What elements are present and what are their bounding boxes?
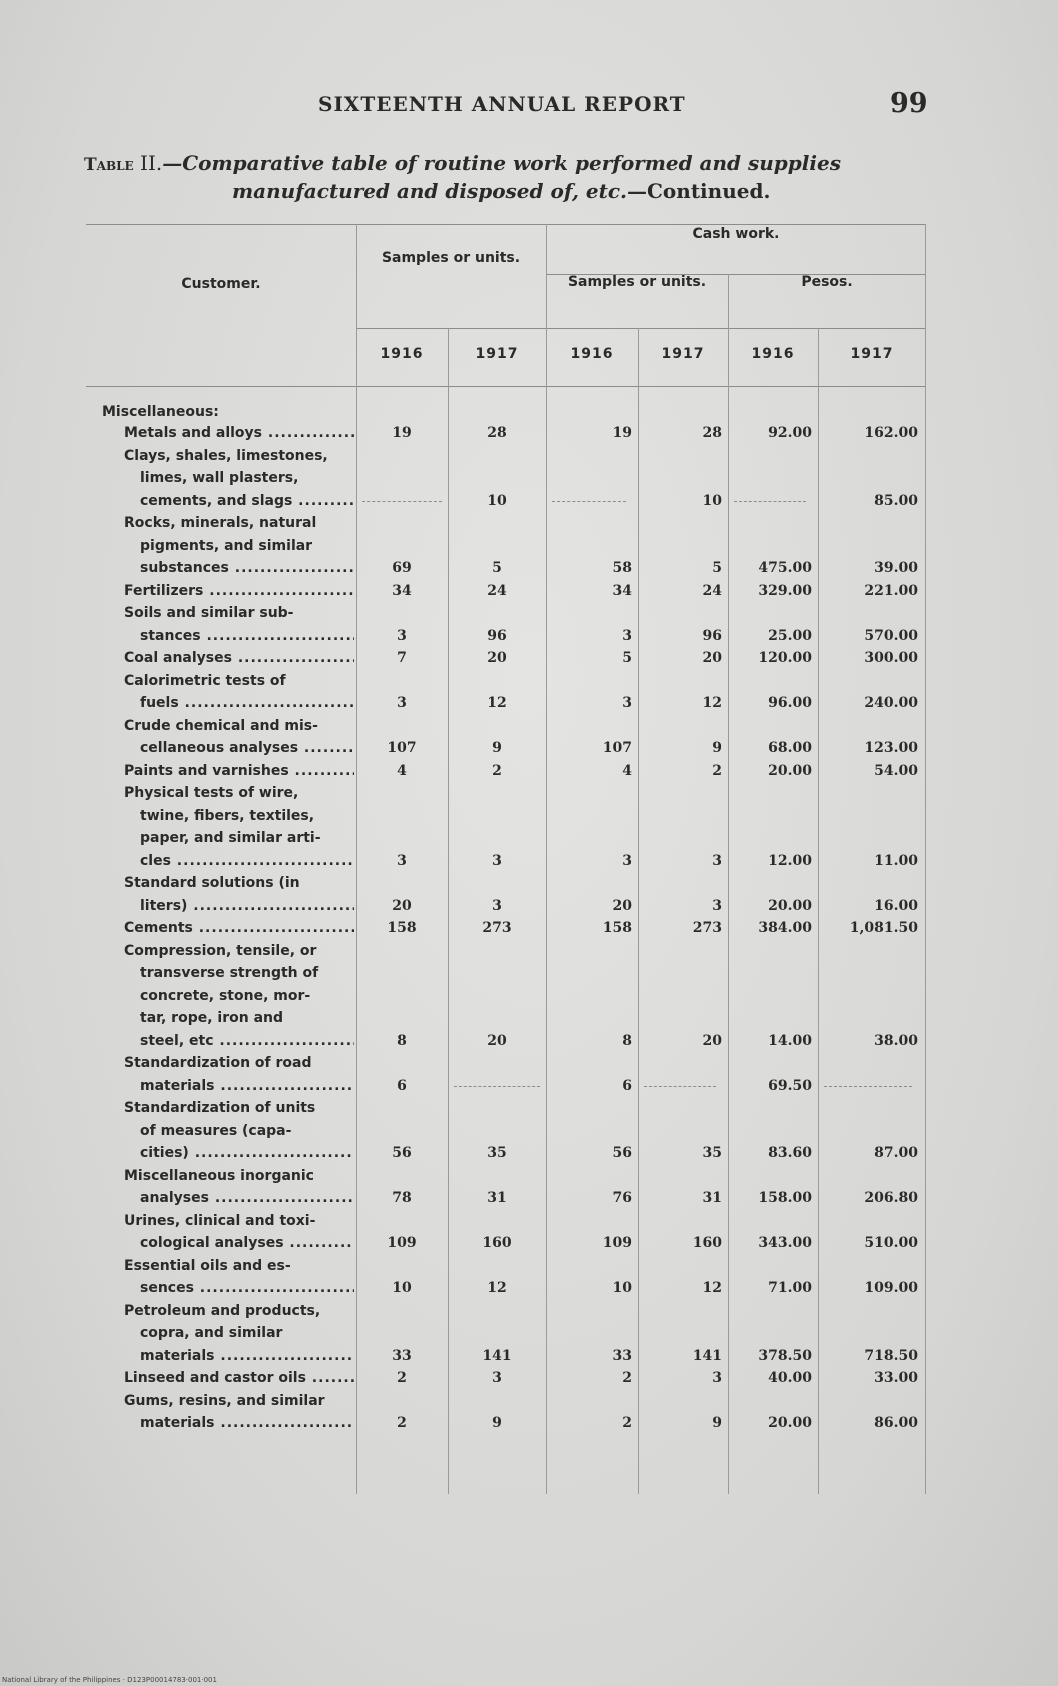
row-value: 11.00 [874, 852, 918, 869]
row-customer-line: cements, and slags ..... [124, 490, 354, 513]
row-value: 33 [392, 1347, 412, 1364]
row-value: 16.00 [874, 897, 918, 914]
year-header: 1916 [751, 346, 795, 362]
year-header: 1917 [475, 346, 519, 362]
row-value: 96 [487, 627, 507, 644]
row-value: 9 [492, 1415, 502, 1431]
empty-cell-dash [644, 1086, 716, 1087]
row-value: 34 [612, 582, 632, 599]
row-customer-line: Coal analyses ..... [124, 647, 354, 670]
row-customer [124, 782, 354, 872]
year-header: 1917 [850, 346, 894, 362]
row-customer-line: steel, etc ..... [124, 1030, 354, 1053]
row-value: 12 [702, 695, 722, 711]
table-row [86, 1165, 926, 1210]
caption-title-line1: —Comparative table of routine work performed and supplies [162, 151, 841, 175]
row-value: 378.50 [758, 1347, 812, 1364]
row-value: 54.00 [874, 762, 918, 779]
row-value: 141 [692, 1347, 722, 1364]
row-value: 162.00 [864, 425, 918, 441]
table-row [86, 715, 926, 760]
row-value: 570.00 [864, 627, 918, 644]
row-customer-line: Paints and varnishes ..... [124, 760, 354, 783]
row-customer [124, 1097, 354, 1165]
row-customer-line: Clays, shales, limestones, [124, 447, 328, 464]
row-customer-line: Urines, clinical and toxi- [124, 1212, 316, 1229]
row-customer-line: Gums, resins, and similar [124, 1392, 325, 1409]
row-value: 3 [622, 852, 632, 869]
row-value: 31 [487, 1190, 507, 1206]
row-value: 9 [492, 740, 502, 756]
row-customer [124, 647, 354, 670]
row-value: 20 [702, 650, 722, 666]
row-customer [124, 1367, 354, 1390]
row-value: 3 [712, 852, 722, 869]
table-caption [84, 150, 934, 204]
row-value: 2 [622, 1415, 632, 1431]
row-customer-line: concrete, stone, mor- [140, 987, 311, 1004]
row-value: 86.00 [874, 1415, 918, 1431]
row-customer [124, 1165, 354, 1210]
row-value: 3 [492, 897, 502, 914]
row-value: 4 [622, 762, 632, 779]
row-value: 28 [702, 425, 722, 441]
row-value: 2 [712, 762, 722, 779]
row-value: 35 [487, 1145, 507, 1161]
empty-cell-dash [552, 501, 626, 502]
page-number: 99 [890, 88, 928, 119]
row-value: 33.00 [874, 1370, 918, 1386]
table-label: Table [84, 155, 134, 175]
row-value: 20 [612, 897, 632, 914]
table-row [86, 422, 926, 445]
header-cash-samples-units: Samples or units. [567, 274, 707, 290]
row-value: 9 [712, 1415, 722, 1431]
row-value: 273 [692, 920, 722, 936]
row-value: 3 [622, 627, 632, 644]
row-value: 12 [487, 1280, 507, 1296]
row-customer [124, 445, 354, 513]
row-value: 3 [622, 695, 632, 711]
row-customer-line: materials ..... [124, 1345, 354, 1368]
row-value: 6 [622, 1077, 632, 1094]
row-value: 20 [487, 1032, 507, 1049]
row-customer-line: Petroleum and products, [124, 1302, 321, 1319]
row-value: 206.80 [864, 1190, 918, 1206]
row-value: 71.00 [768, 1280, 812, 1296]
table-row [86, 670, 926, 715]
row-value: 300.00 [864, 650, 918, 666]
row-value: 28 [487, 425, 507, 441]
row-value: 109.00 [864, 1280, 918, 1296]
row-value: 273 [482, 920, 512, 936]
row-customer [124, 512, 354, 580]
row-customer [124, 1210, 354, 1255]
row-customer [124, 670, 354, 715]
row-customer-line: Soils and similar sub- [124, 605, 294, 621]
year-header: 1916 [570, 346, 614, 362]
row-value: 120.00 [758, 650, 812, 666]
row-customer-line: cles ..... [124, 850, 354, 873]
row-value: 141 [482, 1347, 512, 1364]
row-value: 329.00 [758, 582, 812, 599]
row-value: 3 [397, 852, 407, 869]
row-customer-line: Essential oils and es- [124, 1257, 291, 1274]
row-value: 83.60 [768, 1145, 812, 1161]
row-value: 33 [612, 1347, 632, 1364]
year-header: 1916 [380, 346, 424, 362]
table-row [86, 1210, 926, 1255]
table-row [86, 1367, 926, 1390]
table-row [86, 1097, 926, 1165]
row-value: 85.00 [874, 492, 918, 509]
row-customer-line: liters) ..... [124, 895, 354, 918]
row-value: 109 [602, 1235, 632, 1251]
header-bottom-rule [86, 386, 926, 387]
row-value: 158 [602, 920, 632, 936]
row-value: 3 [492, 1370, 502, 1386]
table-row [86, 602, 926, 647]
subheader-rule [356, 328, 926, 329]
row-customer-line: Metals and alloys ..... [124, 422, 354, 445]
row-value: 2 [622, 1370, 632, 1386]
row-value: 96 [702, 627, 722, 644]
table-row [86, 1255, 926, 1300]
row-customer-line: twine, fibers, textiles, [140, 807, 315, 824]
row-customer [124, 422, 354, 445]
row-customer-line: Calorimetric tests of [124, 672, 286, 689]
table-row [86, 647, 926, 670]
row-value: 3 [397, 695, 407, 711]
row-value: 76 [612, 1190, 632, 1206]
row-customer-line: paper, and similar arti- [140, 830, 321, 846]
data-table [86, 224, 926, 1494]
table-row [86, 917, 926, 940]
section-label: Miscellaneous: [102, 404, 219, 420]
row-value: 4 [397, 762, 407, 779]
row-customer-line: analyses ..... [124, 1187, 354, 1210]
row-value: 20.00 [768, 897, 812, 914]
row-customer-line: of measures (capa- [140, 1122, 292, 1139]
row-customer-line: Standard solutions (in [124, 875, 300, 891]
row-value: 8 [622, 1032, 632, 1049]
row-customer-line: Standardization of road [124, 1055, 312, 1071]
row-value: 35 [702, 1145, 722, 1161]
row-customer [124, 760, 354, 783]
row-value: 10 [702, 492, 722, 509]
row-customer-line: Cements ..... [124, 917, 354, 940]
table-row [86, 782, 926, 872]
row-customer-line: limes, wall plasters, [140, 470, 299, 486]
row-value: 10 [487, 492, 507, 509]
header-cash-work: Cash work. [692, 226, 780, 242]
row-customer-line: Fertilizers ..... [124, 580, 354, 603]
row-value: 87.00 [874, 1145, 918, 1161]
header-samples-units: Samples or units. [381, 250, 521, 266]
running-head: SIXTEENTH ANNUAL REPORT [318, 92, 686, 116]
row-customer [124, 1052, 354, 1097]
row-value: 107 [602, 740, 632, 756]
row-value: 123.00 [864, 740, 918, 756]
row-customer-line: substances ..... [124, 557, 354, 580]
row-value: 343.00 [758, 1235, 812, 1251]
row-customer [124, 1390, 354, 1435]
row-value: 718.50 [864, 1347, 918, 1364]
row-value: 39.00 [874, 560, 918, 576]
row-value: 3 [492, 852, 502, 869]
row-value: 221.00 [864, 582, 918, 599]
table-row [86, 1300, 926, 1368]
table-row [86, 940, 926, 1053]
row-customer-line: Crude chemical and mis- [124, 717, 318, 734]
row-value: 14.00 [768, 1032, 812, 1049]
row-value: 69 [392, 560, 412, 576]
year-header: 1917 [661, 346, 705, 362]
row-customer-line: copra, and similar [140, 1325, 283, 1341]
row-customer-line: cellaneous analyses ..... [124, 737, 354, 760]
row-customer-line: Linseed and castor oils ..... [124, 1367, 354, 1390]
table-row [86, 512, 926, 580]
row-value: 2 [397, 1415, 407, 1431]
row-value: 1,081.50 [849, 920, 918, 936]
row-value: 5 [712, 560, 722, 576]
table-row [86, 872, 926, 917]
table-row [86, 1390, 926, 1435]
row-value: 10 [392, 1280, 412, 1296]
row-value: 19 [392, 425, 412, 441]
row-customer-line: Miscellaneous inorganic [124, 1167, 314, 1184]
row-value: 12 [702, 1280, 722, 1296]
row-value: 384.00 [758, 920, 812, 936]
row-customer-line: pigments, and similar [140, 537, 313, 554]
table-row [86, 580, 926, 603]
row-value: 158 [387, 920, 417, 936]
row-value: 20.00 [768, 762, 812, 779]
row-customer-line: Rocks, minerals, natural [124, 515, 317, 531]
row-value: 56 [612, 1145, 632, 1161]
row-value: 5 [492, 560, 502, 576]
caption-continued: —Continued. [627, 179, 771, 203]
row-value: 3 [397, 627, 407, 644]
table-row [86, 760, 926, 783]
row-value: 12.00 [768, 852, 812, 869]
row-customer-line: sences ..... [124, 1277, 354, 1300]
row-customer-line: tar, rope, iron and [140, 1010, 284, 1026]
row-value: 107 [387, 740, 417, 756]
table-top-rule [86, 224, 926, 225]
row-value: 34 [392, 582, 412, 599]
row-customer-line: materials ..... [124, 1075, 354, 1098]
row-value: 3 [712, 897, 722, 914]
row-value: 10 [612, 1280, 632, 1296]
row-value: 160 [692, 1235, 722, 1251]
row-value: 20 [392, 897, 412, 914]
row-value: 6 [397, 1077, 407, 1094]
row-customer [124, 917, 354, 940]
row-customer [124, 872, 354, 917]
row-customer-line: Physical tests of wire, [124, 785, 299, 801]
row-value: 5 [622, 650, 632, 666]
row-value: 69.50 [768, 1077, 812, 1094]
row-value: 24 [702, 582, 722, 599]
row-value: 25.00 [768, 627, 812, 644]
row-value: 24 [487, 582, 507, 599]
row-customer-line: stances ..... [124, 625, 354, 648]
row-value: 31 [702, 1190, 722, 1206]
row-value: 475.00 [758, 560, 812, 576]
row-value: 9 [712, 740, 722, 756]
table-row [86, 445, 926, 513]
row-value: 56 [392, 1145, 412, 1161]
row-value: 12 [487, 695, 507, 711]
empty-cell-dash [454, 1086, 540, 1087]
row-customer-line: Compression, tensile, or [124, 942, 317, 959]
row-customer [124, 1300, 354, 1368]
row-value: 78 [392, 1190, 412, 1206]
row-value: 8 [397, 1032, 407, 1049]
row-value: 510.00 [864, 1235, 918, 1251]
table-row [86, 1052, 926, 1097]
row-customer [124, 580, 354, 603]
row-customer-line: fuels ..... [124, 692, 354, 715]
row-customer [124, 1255, 354, 1300]
row-customer-line: Standardization of units [124, 1100, 316, 1116]
row-customer [124, 940, 354, 1053]
row-value: 58 [612, 560, 632, 576]
row-value: 19 [612, 425, 632, 441]
row-value: 20.00 [768, 1415, 812, 1431]
row-customer-line: transverse strength of [140, 965, 319, 981]
row-value: 3 [712, 1370, 722, 1386]
row-customer-line: materials ..... [124, 1412, 354, 1435]
row-value: 92.00 [768, 425, 812, 441]
row-value: 40.00 [768, 1370, 812, 1386]
row-value: 2 [492, 762, 502, 779]
row-value: 160 [482, 1235, 512, 1251]
row-value: 96.00 [768, 695, 812, 711]
row-customer-line: cological analyses ..... [124, 1232, 354, 1255]
row-customer [124, 602, 354, 647]
row-value: 68.00 [768, 740, 812, 756]
row-value: 20 [702, 1032, 722, 1049]
row-customer-line: cities) ..... [124, 1142, 354, 1165]
row-value: 158.00 [758, 1190, 812, 1206]
empty-cell-dash [734, 501, 806, 502]
row-value: 20 [487, 650, 507, 666]
library-credit: National Library of the Philippines · D123P00014783·001·001 [2, 1676, 217, 1684]
caption-title-line2: manufactured and disposed of, etc. [232, 179, 628, 203]
row-value: 2 [397, 1370, 407, 1386]
header-customer: Customer. [181, 276, 261, 292]
row-value: 109 [387, 1235, 417, 1251]
row-customer [124, 715, 354, 760]
row-value: 38.00 [874, 1032, 918, 1049]
row-value: 240.00 [864, 695, 918, 711]
row-value: 7 [397, 650, 407, 666]
header-pesos: Pesos. [801, 274, 853, 290]
empty-cell-dash [824, 1086, 912, 1087]
table-number: II. [140, 151, 163, 175]
empty-cell-dash [362, 501, 442, 502]
